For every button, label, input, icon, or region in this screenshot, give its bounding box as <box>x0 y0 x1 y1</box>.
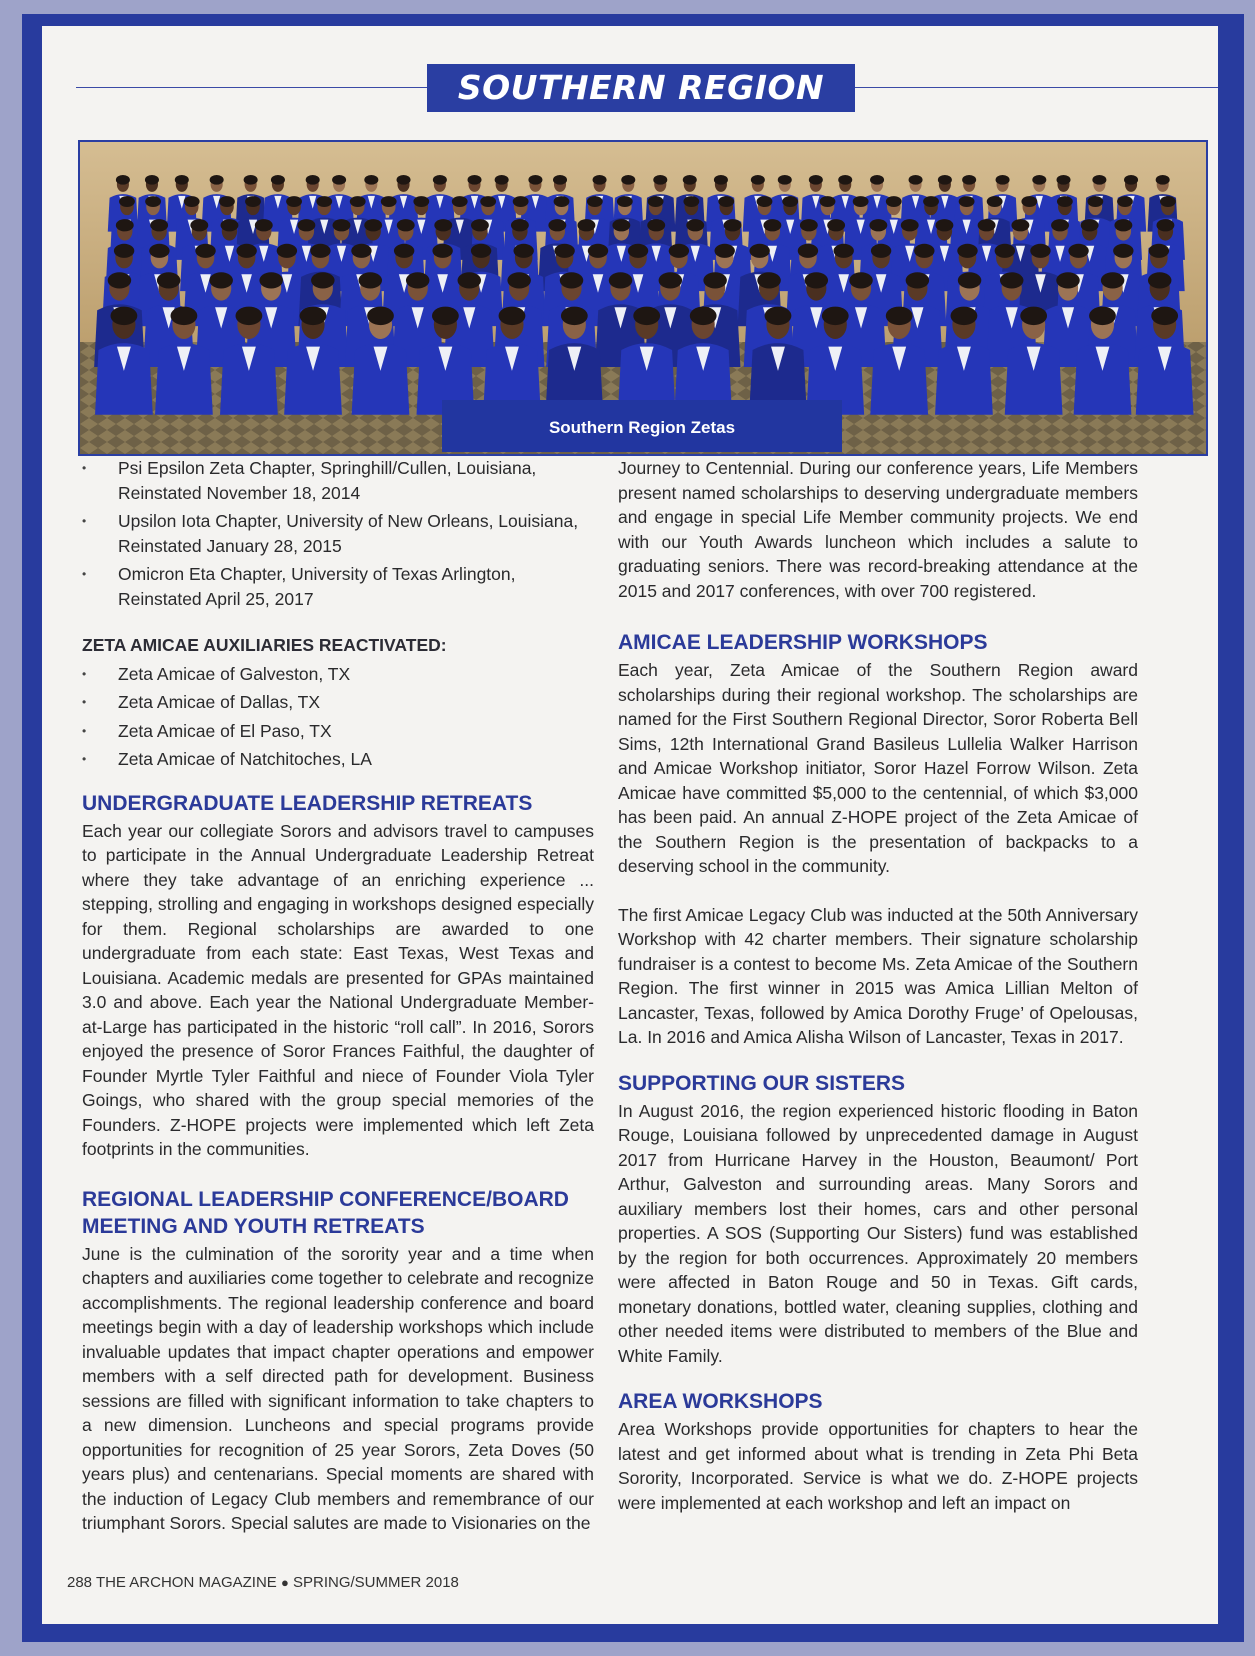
list-item: • Zeta Amicae of Natchitoches, LA <box>82 747 594 772</box>
title-rule-left <box>76 87 428 88</box>
amicae-reactivated-heading: ZETA AMICAE AUXILIARIES REACTIVATED: <box>82 635 447 655</box>
page-border <box>22 14 1244 1642</box>
page-footer <box>67 1574 459 1591</box>
list-item: • Zeta Amicae of Dallas, TX <box>82 690 594 715</box>
area-workshops-body: Area Workshops provide opportunities for chapters to hear the latest and get informed about what is trending in Zeta Phi Beta Sorority, Incorporated. Service is what we do. Z-HOPE projects were implemented at each workshop and left an impact on <box>618 1419 1138 1513</box>
group-photo <box>78 140 1208 456</box>
supporting-body: In August 2016, the region experienced historic flooding in Baton Rouge, Louisiana followed by unprecedented damage in August 2017 from Hurricane Harvey in the Houston, Beaumont/ Port Arthur, Galveston and surrounding areas. Many Sorors and auxiliary members lost their homes, cars and other personal properties. A SOS (Supporting Our Sisters) fund was established by the region for both occurrences. Approximately 20 members were affected in Baton Rouge and 50 in Texas. Gift cards, monetary donations, bottled water, cleaning supplies, clothing and other needed items were distributed to members of the Blue and White Family. <box>618 1100 1138 1366</box>
photo-caption: Southern Region Zetas <box>442 400 842 452</box>
left-column <box>82 456 594 1536</box>
footer-bullet: ● <box>280 1575 289 1590</box>
list-item: • Psi Epsilon Zeta Chapter, Springhill/Cullen, Louisiana, Reinstated November 18, 2014 <box>82 456 594 505</box>
issue-date: SPRING/SUMMER 2018 <box>293 1574 459 1591</box>
conference-continued-body: Journey to Centennial. During our conference years, Life Members present named scholarships to deserving undergraduate members and engage in special Life Member community projects. We end with our Youth Awards luncheon which includes a salute to graduating seniors. There was record-breaking attendance at the 2015 and 2017 conferences, with over 700 registered. <box>618 458 1138 601</box>
undergraduate-heading: UNDERGRADUATE LEADERSHIP RETREATS <box>82 791 533 815</box>
area-workshops-heading: AREA WORKSHOPS <box>618 1390 823 1413</box>
amicae-workshops-heading: AMICAE LEADERSHIP WORKSHOPS <box>618 631 988 654</box>
list-item: • Omicron Eta Chapter, University of Texas Arlington, Reinstated April 25, 2017 <box>82 562 594 611</box>
page-content <box>42 26 1218 1624</box>
amicae-workshops-body: Each year, Zeta Amicae of the Southern Region award scholarships during their regional workshop. The scholarships are named for the First Southern Regional Director, Soror Roberta Bell Sims, 12th International Grand Basileus Lullelia Walker Harrison and Amicae Workshop initiator, Soror Hazel Forrow Wilson. Zeta Amicae have committed $5,000 to the centennial, of which $3,000 has been paid. An annual Z-HOPE project of the Zeta Amicae of the Southern Region is the presentation of backpacks to a deserving school in the community. <box>618 660 1138 876</box>
list-item: • Zeta Amicae of Galveston, TX <box>82 662 594 687</box>
page-title: SOUTHERN REGION <box>427 64 855 112</box>
supporting-heading: SUPPORTING OUR SISTERS <box>618 1071 906 1095</box>
undergraduate-body: Each year our collegiate Sorors and advisors travel to campuses to participate in the Annual Undergraduate Leadership Retreat where they take advantage of an enriching experience ... stepping, strolling and engaging in workshops designed especially for them. Regional scholarships are awarded to one undergraduate from each state: East Texas, West Texas and Louisiana. Academic medals are presented for GPAs maintained 3.0 and above. Each year the National Undergraduate Member-at-Large has participated in the historic “roll call”. In 2016, Sorors enjoyed the presence of Soror Frances Faithful, the daughter of Founder Myrtle Tyler Faithful and niece of Founder Viola Tyler Goings, who shared with the group special memories of the Founders. Z-HOPE projects were implemented which left Zeta footprints in the communities. <box>82 820 594 1159</box>
chapter-reinstated-list <box>82 456 594 611</box>
regional-body: June is the culmination of the sorority year and a time when chapters and auxiliaries come together to celebrate and recognize accomplishments. The regional leadership conference and board meetings begin with a day of leadership workshops which include invaluable updates that impact chapter operations and empower members with a self directed path for development. Business sessions are filled with significant information to take chapters to a new dimension. Luncheons and special programs provide opportunities for recognition of 25 year Sorors, Zeta Doves (50 years plus) and centenarians. Special moments are shared with the induction of Legacy Club members and remembrance of our triumphant Sorors. Special salutes are made to Visionaries on the <box>82 1243 594 1533</box>
list-item: • Upsilon Iota Chapter, University of New Orleans, Louisiana, Reinstated January 28, 2015 <box>82 509 594 558</box>
list-item: • Zeta Amicae of El Paso, TX <box>82 719 594 744</box>
legacy-club-body: The first Amicae Legacy Club was inducted at the 50th Anniversary Workshop with 42 charter members. Their signature scholarship fundraiser is a contest to become Ms. Zeta Amicae of the Southern Region. The first winner in 2015 was Amica Lillian Melton of Lancaster, Texas, followed by Amica Dorothy Fruge’ of Opelousas, La. In 2016 and Amica Alisha Wilson of Lancaster, Texas in 2017. <box>618 904 1138 1047</box>
amicae-reactivated-list <box>82 662 594 772</box>
regional-heading: REGIONAL LEADERSHIP CONFERENCE/BOARD MEETING AND YOUTH RETREATS <box>82 1187 569 1238</box>
publication-name: THE ARCHON MAGAZINE <box>95 1574 277 1591</box>
title-rule-right <box>854 87 1218 88</box>
right-column <box>618 456 1138 1515</box>
page-number: 288 <box>67 1574 93 1591</box>
